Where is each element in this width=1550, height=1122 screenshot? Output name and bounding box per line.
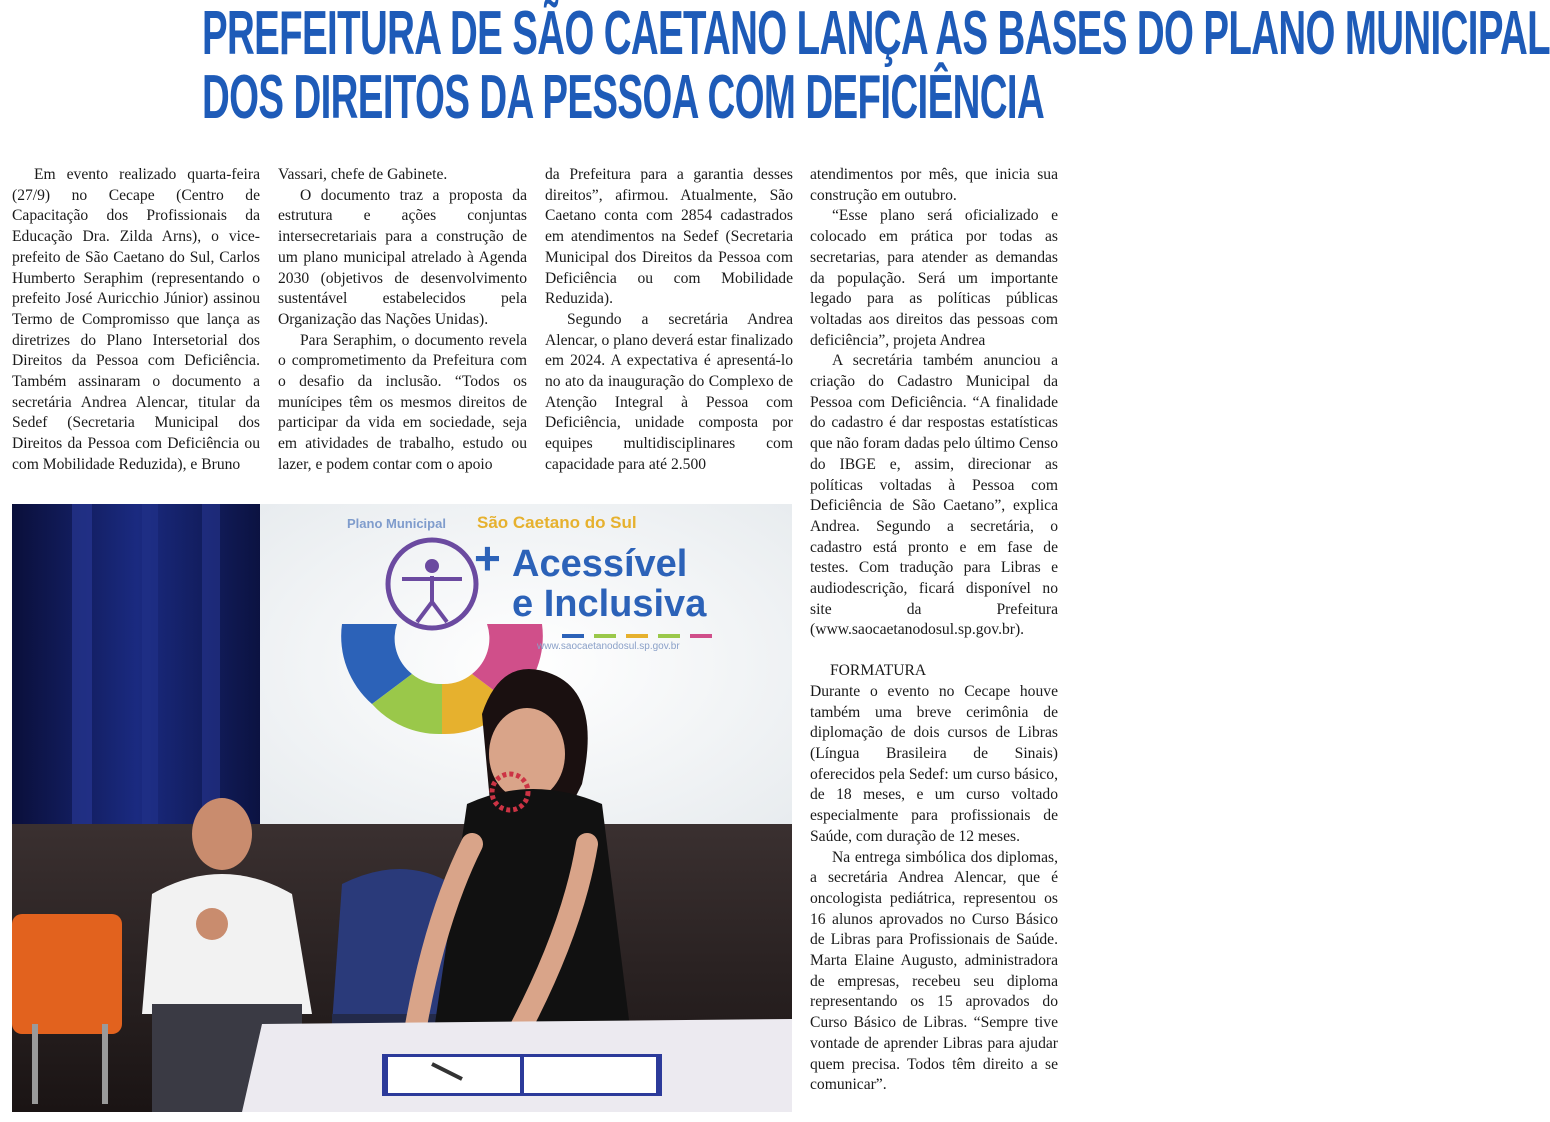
- event-photo-illustration: [12, 504, 792, 1112]
- headline: [201, 0, 1550, 132]
- paragraph: Para Seraphim, o documento revela o comprometimento da Prefeitura com o desafio da inclusão. “Todos os munícipes têm os mesmos direitos de participar da vida em sociedade, seja em atividades de trabalho, estudo ou lazer, e podem contar com o apoio: [278, 331, 527, 473]
- paragraph: O documento traz a proposta da estrutura e ações conjuntas intersecretariais para a construção de um plano municipal atrelado à Agenda 2030 (objetivos de desenvolvimento sustentável estabelecidos pela Organização das Nações Unidas).: [278, 186, 527, 328]
- article-column-2: [278, 165, 527, 476]
- headline-line-1: PREFEITURA DE SÃO CAETANO LANÇA AS BASES DO PLANO MUNICIPAL: [201, 0, 1550, 68]
- screen-title-line-1: Acessível: [512, 543, 688, 585]
- article-column-1: [12, 165, 260, 476]
- paragraph: atendimentos por mês, que inicia sua construção em outubro.: [810, 166, 1058, 204]
- paragraph: Durante o evento no Cecape houve também uma breve cerimônia de diplomação de dois cursos de Libras (Língua Brasileira de Sinais) oferecidos pela Sedef: um curso básico, de 18 meses, e um curso voltado especialmente para profissionais de Saúde, com duração de 12 meses.: [810, 682, 1058, 845]
- paragraph: Na entrega simbólica dos diplomas, a secretária Andrea Alencar, que é oncologista pediátrica, representou os 16 alunos aprovados no Curso Básico de Libras para Profissionais de Saúde. Marta Elaine Augusto, administradora de empresas, recebeu seu diploma representando os 15 aprovados do Curso Básico de Libras. “Sempre tive vontade de aprender Libras para ajudar quem precisa. Todos têm direito a se comunicar”.: [810, 848, 1058, 1094]
- section-subhead: FORMATURA: [830, 662, 927, 680]
- signing-document: [382, 1054, 662, 1096]
- paragraph: Em evento realizado quarta-feira (27/9) no Cecape (Centro de Capacitação dos Profissionais da Educação Dra. Zilda Arns), o vice-prefeito de São Caetano do Sul, Carlos Humberto Seraphim (representando o prefeito José Auricchio Júnior) assinou Termo de Compromisso que lança as diretrizes do Plano Intersetorial dos Direitos da Pessoa com Deficiência. Também assinaram o documento a secretária Andrea Alencar, titular da Sedef (Secretaria Municipal dos Direitos da Pessoa com Deficiência ou com Mobilidade Reduzida), e Bruno: [12, 166, 260, 473]
- screen-title-line-2: e Inclusiva: [512, 583, 707, 625]
- article-column-4: [810, 165, 1058, 1096]
- event-photo: [12, 504, 792, 1112]
- screen-url: www.saocaetanodosul.sp.gov.br: [537, 641, 680, 652]
- article-column-3: [545, 165, 793, 476]
- paragraph: A secretária também anunciou a criação do Cadastro Municipal da Pessoa com Deficiência. “A finalidade do cadastro é dar respostas estatísticas que não foram dadas pelo último Censo do IBGE e, assim, direcionar as políticas voltadas à Pessoa com Deficiência de São Caetano”, explica Andrea. Segundo a secretária, o cadastro está pronto e em fase de testes. Com tradução para Libras e audiodescrição, ficará disponível no site da Prefeitura (www.saocaetanodosul.sp.gov.br).: [810, 352, 1058, 639]
- paragraph: Segundo a secretária Andrea Alencar, o plano deverá estar finalizado em 2024. A expectativa é apresentá-lo no ato da inauguração do Complexo de Atenção Integral à Pessoa com Deficiência, unidade composta por equipes multidisciplinares com capacidade para até 2.500: [545, 310, 793, 473]
- paragraph: Vassari, chefe de Gabinete.: [278, 166, 448, 183]
- screen-city: São Caetano do Sul: [477, 513, 637, 532]
- screen-plus-sign: +: [474, 532, 501, 584]
- paragraph: da Prefeitura para a garantia desses direitos”, afirmou. Atualmente, São Caetano conta com 2854 cadastrados em atendimentos na Sedef (Secretaria Municipal dos Direitos da Pessoa com Deficiência ou com Mobilidade Reduzida).: [545, 166, 793, 308]
- screen-plano-label: Plano Municipal: [347, 516, 446, 531]
- headline-line-2: DOS DIREITOS DA PESSOA COM DEFICIÊNCIA: [201, 63, 1045, 132]
- paragraph: “Esse plano será oficializado e colocado em prática por todas as secretarias, para atender as demandas da população. Será um importante legado para as políticas públicas voltadas aos direitos das pessoas com deficiência”, projeta Andrea: [810, 207, 1058, 349]
